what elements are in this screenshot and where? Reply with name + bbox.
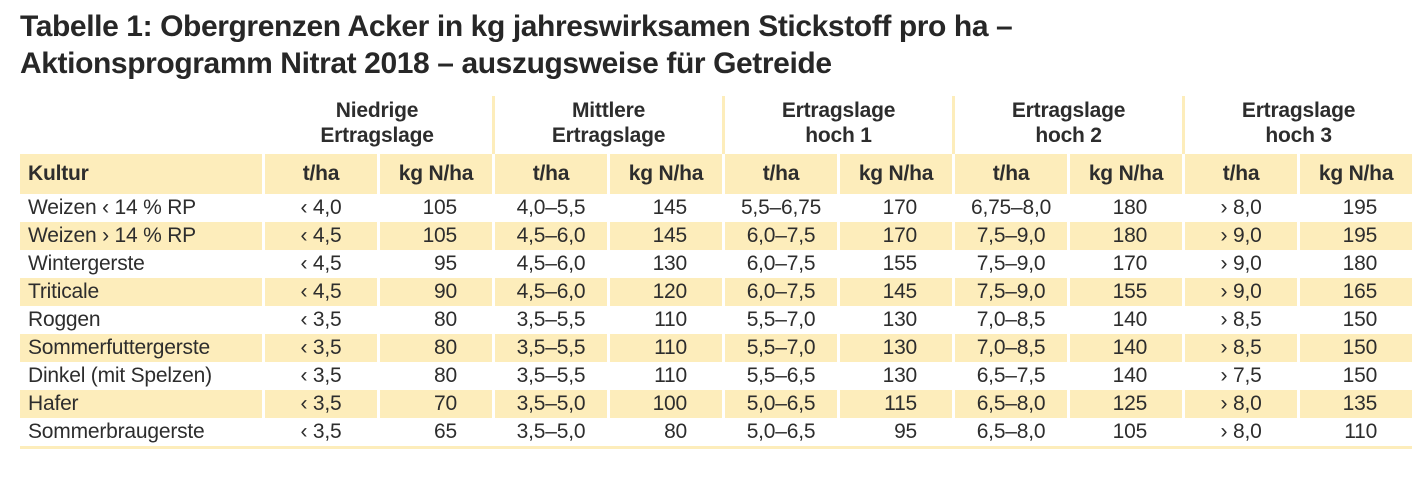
kultur-cell: Sommerbraugerste: [20, 418, 262, 446]
tha-value-cell: 4,0–5,5: [492, 194, 607, 222]
tha-value-cell: 3,5–5,5: [492, 306, 607, 334]
kultur-column-header: Kultur: [20, 154, 262, 194]
tha-value-cell: ‹ 3,5: [262, 418, 377, 446]
kultur-cell: Triticale: [20, 278, 262, 306]
kgn-value-cell: 130: [607, 250, 722, 278]
unit-header-tha: t/ha: [492, 154, 607, 194]
group-header-row: [20, 96, 1412, 154]
tha-value-cell: 6,0–7,5: [722, 250, 837, 278]
kgn-value-cell: 80: [377, 306, 492, 334]
unit-header-kgn: kg N/ha: [607, 154, 722, 194]
tha-value-cell: 4,5–6,0: [492, 278, 607, 306]
kgn-value-cell: 145: [607, 194, 722, 222]
unit-header-row: [20, 154, 1412, 194]
tha-value-cell: 6,5–8,0: [952, 418, 1067, 446]
kgn-value-cell: 100: [607, 390, 722, 418]
kgn-value-cell: 110: [607, 334, 722, 362]
tha-value-cell: 3,5–5,0: [492, 418, 607, 446]
tha-value-cell: 3,5–5,5: [492, 334, 607, 362]
kgn-value-cell: 90: [377, 278, 492, 306]
group-label-line: Niedrige: [335, 99, 419, 122]
tha-value-cell: › 9,0: [1182, 250, 1297, 278]
group-label-line: Ertragslage: [1011, 99, 1126, 122]
tha-value-cell: 7,5–9,0: [952, 278, 1067, 306]
tha-value-cell: › 8,0: [1182, 194, 1297, 222]
table-row: [20, 278, 1412, 306]
unit-header-tha: t/ha: [952, 154, 1067, 194]
kgn-value-cell: 120: [607, 278, 722, 306]
tha-value-cell: 6,0–7,5: [722, 278, 837, 306]
page-title-line-2: Aktionsprogramm Nitrat 2018 – auszugsweise für Getreide: [20, 47, 832, 80]
tha-value-cell: 6,5–7,5: [952, 362, 1067, 390]
table-row: [20, 250, 1412, 278]
kgn-value-cell: 105: [377, 222, 492, 250]
kgn-value-cell: 110: [1297, 418, 1412, 446]
tha-value-cell: ‹ 3,5: [262, 390, 377, 418]
table-row: [20, 362, 1412, 390]
tha-value-cell: › 9,0: [1182, 278, 1297, 306]
tha-value-cell: 7,0–8,5: [952, 306, 1067, 334]
group-header-mittlere: [492, 96, 722, 154]
tha-value-cell: 5,5–7,0: [722, 306, 837, 334]
kultur-cell: Roggen: [20, 306, 262, 334]
kgn-value-cell: 140: [1067, 362, 1182, 390]
tha-value-cell: 5,5–7,0: [722, 334, 837, 362]
unit-header-kgn: kg N/ha: [837, 154, 952, 194]
kultur-cell: Dinkel (mit Spelzen): [20, 362, 262, 390]
group-header-hoch-3: [1182, 96, 1412, 154]
kgn-value-cell: 80: [607, 418, 722, 446]
tha-value-cell: 6,75–8,0: [952, 194, 1067, 222]
table-row: [20, 306, 1412, 334]
tha-value-cell: 4,5–6,0: [492, 222, 607, 250]
tha-value-cell: 6,0–7,5: [722, 222, 837, 250]
kgn-value-cell: 105: [377, 194, 492, 222]
kultur-cell: Weizen ‹ 14 % RP: [20, 194, 262, 222]
kgn-value-cell: 155: [837, 250, 952, 278]
tha-value-cell: 7,5–9,0: [952, 222, 1067, 250]
unit-header-tha: t/ha: [262, 154, 377, 194]
table-row: [20, 390, 1412, 418]
tha-value-cell: ‹ 3,5: [262, 334, 377, 362]
kgn-value-cell: 170: [837, 194, 952, 222]
limits-table: [20, 96, 1412, 446]
tha-value-cell: 4,5–6,0: [492, 250, 607, 278]
group-label-line: Mittlere: [571, 99, 646, 122]
kgn-value-cell: 155: [1067, 278, 1182, 306]
unit-header-kgn: kg N/ha: [1067, 154, 1182, 194]
kgn-value-cell: 105: [1067, 418, 1182, 446]
tha-value-cell: › 8,5: [1182, 334, 1297, 362]
kgn-value-cell: 70: [377, 390, 492, 418]
kgn-value-cell: 150: [1297, 362, 1412, 390]
table-row: [20, 418, 1412, 446]
unit-header-kgn: kg N/ha: [1297, 154, 1412, 194]
kgn-value-cell: 140: [1067, 306, 1182, 334]
group-label-line: hoch 3: [1265, 124, 1332, 147]
kgn-value-cell: 170: [837, 222, 952, 250]
tha-value-cell: 5,0–6,5: [722, 390, 837, 418]
tha-value-cell: › 8,0: [1182, 418, 1297, 446]
kgn-value-cell: 195: [1297, 194, 1412, 222]
kgn-value-cell: 130: [837, 306, 952, 334]
kgn-value-cell: 140: [1067, 334, 1182, 362]
group-header-hoch-2: [952, 96, 1182, 154]
unit-header-kgn: kg N/ha: [377, 154, 492, 194]
kgn-value-cell: 135: [1297, 390, 1412, 418]
tha-value-cell: 7,5–9,0: [952, 250, 1067, 278]
tha-value-cell: 5,0–6,5: [722, 418, 837, 446]
group-label-line: Ertragslage: [320, 124, 434, 147]
table-row: [20, 334, 1412, 362]
kgn-value-cell: 180: [1067, 222, 1182, 250]
tha-value-cell: 3,5–5,0: [492, 390, 607, 418]
kgn-value-cell: 170: [1067, 250, 1182, 278]
group-label-line: Ertragslage: [551, 124, 666, 147]
kgn-value-cell: 110: [607, 362, 722, 390]
unit-header-tha: t/ha: [1182, 154, 1297, 194]
kgn-value-cell: 145: [607, 222, 722, 250]
group-label-line: Ertragslage: [781, 99, 896, 122]
group-label-line: hoch 1: [805, 124, 872, 147]
kgn-value-cell: 95: [837, 418, 952, 446]
kultur-cell: Hafer: [20, 390, 262, 418]
tha-value-cell: 6,5–8,0: [952, 390, 1067, 418]
tha-value-cell: 5,5–6,75: [722, 194, 837, 222]
group-label-line: Ertragslage: [1241, 99, 1356, 122]
tha-value-cell: ‹ 3,5: [262, 306, 377, 334]
kgn-value-cell: 95: [377, 250, 492, 278]
kultur-cell: Wintergerste: [20, 250, 262, 278]
unit-header-tha: t/ha: [722, 154, 837, 194]
tha-value-cell: 7,0–8,5: [952, 334, 1067, 362]
tha-value-cell: ‹ 4,5: [262, 250, 377, 278]
kgn-value-cell: 150: [1297, 334, 1412, 362]
kultur-cell: Sommerfuttergerste: [20, 334, 262, 362]
table-row: [20, 194, 1412, 222]
kgn-value-cell: 145: [837, 278, 952, 306]
tha-value-cell: ‹ 4,5: [262, 278, 377, 306]
tha-value-cell: ‹ 4,0: [262, 194, 377, 222]
kgn-value-cell: 65: [377, 418, 492, 446]
kgn-value-cell: 130: [837, 362, 952, 390]
kgn-value-cell: 80: [377, 362, 492, 390]
group-label-line: hoch 2: [1035, 124, 1102, 147]
kgn-value-cell: 165: [1297, 278, 1412, 306]
tha-value-cell: › 8,5: [1182, 306, 1297, 334]
kgn-value-cell: 125: [1067, 390, 1182, 418]
kgn-value-cell: 180: [1067, 194, 1182, 222]
tha-value-cell: ‹ 4,5: [262, 222, 377, 250]
table-bottom-rule: [20, 446, 1412, 449]
kgn-value-cell: 180: [1297, 250, 1412, 278]
group-header-spacer: [20, 96, 262, 154]
kgn-value-cell: 80: [377, 334, 492, 362]
group-header-niedrige: [262, 96, 492, 154]
tha-value-cell: › 9,0: [1182, 222, 1297, 250]
table-wrap: [20, 96, 1412, 446]
kgn-value-cell: 115: [837, 390, 952, 418]
kgn-value-cell: 110: [607, 306, 722, 334]
tha-value-cell: ‹ 3,5: [262, 362, 377, 390]
table-row: [20, 222, 1412, 250]
kgn-value-cell: 195: [1297, 222, 1412, 250]
page-title-line-1: Tabelle 1: Obergrenzen Acker in kg jahreswirksamen Stickstoff pro ha –: [20, 10, 1013, 43]
tha-value-cell: 5,5–6,5: [722, 362, 837, 390]
kgn-value-cell: 130: [837, 334, 952, 362]
tha-value-cell: 3,5–5,5: [492, 362, 607, 390]
group-header-hoch-1: [722, 96, 952, 154]
tha-value-cell: › 7,5: [1182, 362, 1297, 390]
tha-value-cell: › 8,0: [1182, 390, 1297, 418]
table-body: [20, 194, 1412, 446]
page-title: [20, 8, 1428, 82]
kultur-cell: Weizen › 14 % RP: [20, 222, 262, 250]
kgn-value-cell: 150: [1297, 306, 1412, 334]
